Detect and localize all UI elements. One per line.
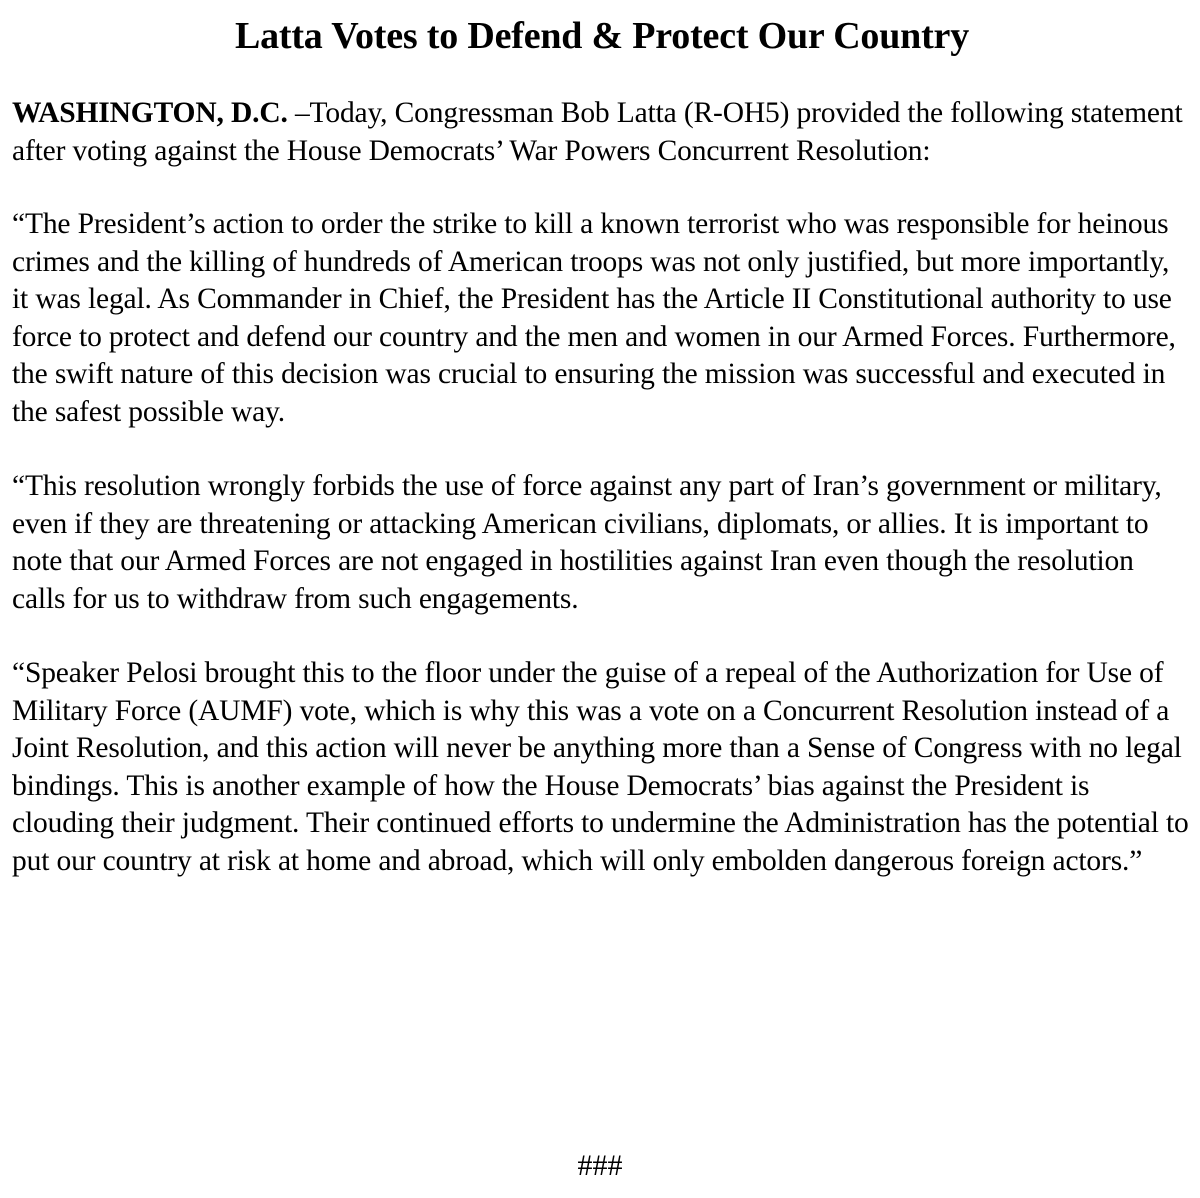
statement-paragraph-1: “The President’s action to order the strike to kill a known terrorist who was responsible for heinous crimes and the killing of hundreds of American troops was not only justified, but more importantly, it was legal. As Commander in Chief, the President has the Article II Constitutional authority to use force to protect and defend our country and the men and women in our Armed Forces. Furthermore, the swift nature of this decision was crucial to ensuring the mission was successful and executed in the safest possible way. [12,208,1176,428]
statement-paragraph-3: “Speaker Pelosi brought this to the floor under the guise of a repeal of the Authorization for Use of Military Force (AUMF) vote, which is why this was a vote on a Concurrent Resolution instead of a Joint Resolution, and this action will never be anything more than a Sense of Congress with no legal bindings. This is another example of how the House Democrats’ bias against the President is clouding their judgment. Their continued efforts to undermine the Administration has the potential to put our country at risk at home and abroad, which will only embolden dangerous foreign actors.” [12,657,1189,877]
statement-paragraph-2: “This resolution wrongly forbids the use of force against any part of Iran’s government or military, even if they are threatening or attacking American civilians, diplomats, or allies. It is important to note that our Armed Forces are not engaged in hostilities against Iran even though the resolution calls for us to withdraw from such engagements. [12,470,1162,615]
end-of-release-mark: ### [577,1149,623,1182]
intro-paragraph [12,95,1192,170]
dateline: WASHINGTON, D.C. [12,97,288,129]
press-release-title: Latta Votes to Defend & Protect Our Country [234,15,970,57]
press-release [12,0,1192,880]
intro-text: –Today, Congressman Bob Latta (R-OH5) provided the following statement after voting against the House Democrats’ War Powers Concurrent Resolution: [12,97,1183,167]
